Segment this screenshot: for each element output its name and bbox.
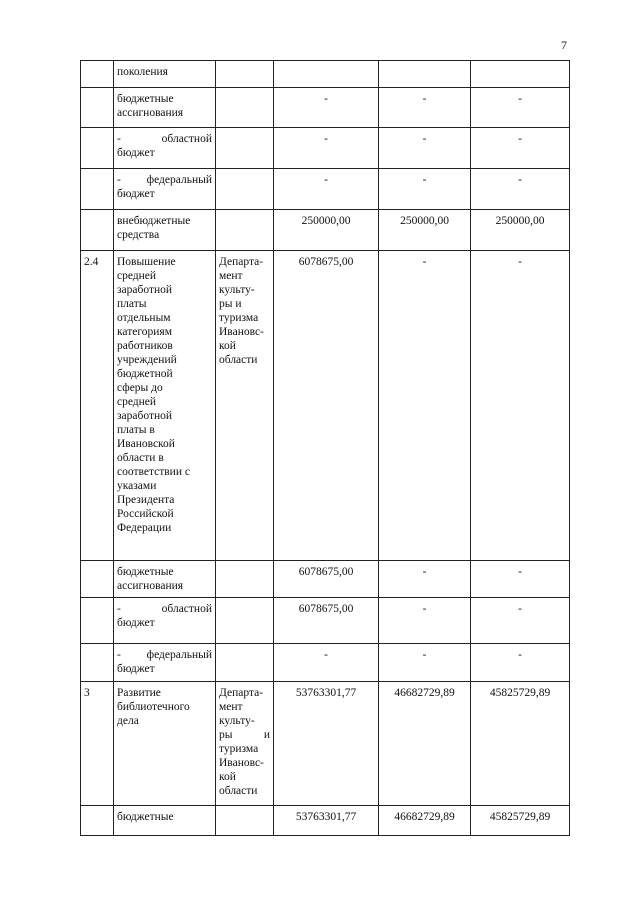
amount-year-1-cell (274, 61, 379, 88)
item-name-line: бюджет (117, 147, 155, 159)
row-number-cell (81, 169, 114, 210)
executor-line: мент (219, 270, 243, 282)
executor-cell (216, 251, 274, 561)
amount-year-3-cell: - (471, 598, 570, 644)
row-number-cell (81, 598, 114, 644)
item-name-line: - федеральный (117, 649, 212, 661)
amount-year-1-cell: 53763301,77 (274, 682, 379, 806)
row-number-cell (81, 644, 114, 682)
amount-year-3-cell: - (471, 88, 570, 128)
row-number-cell (81, 806, 114, 836)
amount-year-1-cell: 6078675,00 (274, 251, 379, 561)
item-name-cell (114, 61, 216, 88)
executor-line: туризма (219, 312, 259, 324)
page-number: 7 (561, 38, 567, 52)
item-name-line: отдельным (117, 312, 171, 324)
row-number-cell (81, 210, 114, 251)
item-name-line: ассигнования (117, 107, 184, 119)
amount-year-2-cell (379, 61, 471, 88)
item-name-line: соответствии с (117, 466, 190, 478)
amount-year-2-cell: - (379, 644, 471, 682)
amount-year-1-cell: - (274, 169, 379, 210)
row-number-cell (81, 88, 114, 128)
item-name-line: области в (117, 452, 164, 464)
item-name-line: ассигнования (117, 580, 184, 592)
item-name-line: средства (117, 229, 160, 241)
item-name-line: - федеральный (117, 174, 212, 186)
row-number-cell (81, 128, 114, 169)
amount-year-3-cell: 250000,00 (471, 210, 570, 251)
item-name-cell (114, 210, 216, 251)
item-name-line: Федерации (117, 522, 172, 534)
item-name-line: внебюджетные (117, 215, 191, 227)
item-name-line: бюджетные (117, 93, 174, 105)
executor-line: Ивановс- (219, 326, 264, 338)
item-name-line: сферы до (117, 382, 163, 394)
item-name-cell (114, 561, 216, 598)
row-number-cell (81, 61, 114, 88)
item-name-line: средней (117, 396, 157, 408)
amount-year-1-cell: 53763301,77 (274, 806, 379, 836)
executor-line: области (219, 785, 258, 797)
item-name-line: дела (117, 715, 139, 727)
item-name-line: учреждений (117, 354, 177, 366)
item-name-cell (114, 806, 216, 836)
item-name-line: бюджет (117, 617, 155, 629)
item-name-line: платы (117, 298, 147, 310)
item-name-line: бюджетные (117, 566, 174, 578)
row-number-cell (81, 561, 114, 598)
item-name-line: - областной (117, 133, 212, 145)
item-name-cell (114, 598, 216, 644)
executor-cell (216, 561, 274, 598)
executor-line: Департа- (219, 687, 264, 699)
amount-year-2-cell: 46682729,89 (379, 682, 471, 806)
amount-year-1-cell: 6078675,00 (274, 598, 379, 644)
amount-year-3-cell: - (471, 644, 570, 682)
executor-cell (216, 210, 274, 251)
item-name-line: бюджет (117, 188, 155, 200)
item-name-line: работников (117, 340, 173, 352)
amount-year-3-cell: 45825729,89 (471, 682, 570, 806)
item-name-line: поколения (117, 66, 168, 78)
item-name-line: платы в (117, 424, 155, 436)
executor-cell (216, 88, 274, 128)
item-name-line: библиотечного (117, 701, 190, 713)
item-name-line: Российской (117, 508, 174, 520)
executor-line: культу- (219, 715, 255, 727)
amount-year-2-cell: - (379, 128, 471, 169)
amount-year-1-cell: - (274, 644, 379, 682)
table-row (81, 169, 570, 210)
table-row (81, 251, 570, 561)
table-row (81, 61, 570, 88)
table-row (81, 682, 570, 806)
executor-line: ры и (219, 298, 242, 310)
amount-year-3-cell: - (471, 128, 570, 169)
amount-year-3-cell: 45825729,89 (471, 806, 570, 836)
amount-year-2-cell: 250000,00 (379, 210, 471, 251)
amount-year-2-cell: - (379, 88, 471, 128)
item-name-line: указами (117, 480, 157, 492)
amount-year-2-cell: - (379, 561, 471, 598)
executor-line: культу- (219, 284, 255, 296)
item-name-line: бюджетные (117, 811, 174, 823)
amount-year-1-cell: - (274, 128, 379, 169)
amount-year-3-cell: - (471, 169, 570, 210)
executor-line: области (219, 354, 258, 366)
amount-year-3-cell (471, 61, 570, 88)
item-name-cell (114, 644, 216, 682)
item-name-line: - областной (117, 603, 212, 615)
executor-line: туризма (219, 743, 259, 755)
executor-cell (216, 169, 274, 210)
item-name-line: категориям (117, 326, 173, 338)
amount-year-3-cell: - (471, 561, 570, 598)
table-row (81, 210, 570, 251)
item-name-line: Ивановской (117, 438, 175, 450)
executor-line: Ивановс- (219, 757, 264, 769)
executor-cell (216, 61, 274, 88)
row-number-cell: 3 (81, 682, 114, 806)
amount-year-1-cell: - (274, 88, 379, 128)
budget-table (80, 60, 570, 836)
executor-cell (216, 806, 274, 836)
amount-year-1-cell: 250000,00 (274, 210, 379, 251)
amount-year-2-cell: - (379, 598, 471, 644)
item-name-line: Повышение (117, 256, 176, 268)
amount-year-3-cell: - (471, 251, 570, 561)
table-row (81, 128, 570, 169)
amount-year-1-cell: 6078675,00 (274, 561, 379, 598)
item-name-line: заработной (117, 284, 173, 296)
item-name-cell (114, 169, 216, 210)
executor-line: кой (219, 771, 236, 783)
executor-line: Департа- (219, 256, 264, 268)
table-row (81, 88, 570, 128)
executor-cell (216, 128, 274, 169)
executor-cell (216, 682, 274, 806)
amount-year-2-cell: - (379, 251, 471, 561)
table-row (81, 598, 570, 644)
row-number-cell: 2.4 (81, 251, 114, 561)
table-row (81, 644, 570, 682)
executor-line: мент (219, 701, 243, 713)
item-name-line: Развитие (117, 687, 161, 699)
executor-cell (216, 644, 274, 682)
item-name-cell (114, 682, 216, 806)
item-name-line: бюджет (117, 663, 155, 675)
item-name-line: Президента (117, 494, 175, 506)
item-name-cell (114, 88, 216, 128)
amount-year-2-cell: - (379, 169, 471, 210)
budget-table-body (81, 61, 570, 836)
item-name-cell (114, 128, 216, 169)
item-name-cell (114, 251, 216, 561)
table-row (81, 806, 570, 836)
item-name-line: бюджетной (117, 368, 173, 380)
item-name-line: заработной (117, 410, 173, 422)
executor-line: кой (219, 340, 236, 352)
table-row (81, 561, 570, 598)
executor-line: ры и (219, 729, 270, 741)
amount-year-2-cell: 46682729,89 (379, 806, 471, 836)
item-name-line: средней (117, 270, 157, 282)
executor-cell (216, 598, 274, 644)
